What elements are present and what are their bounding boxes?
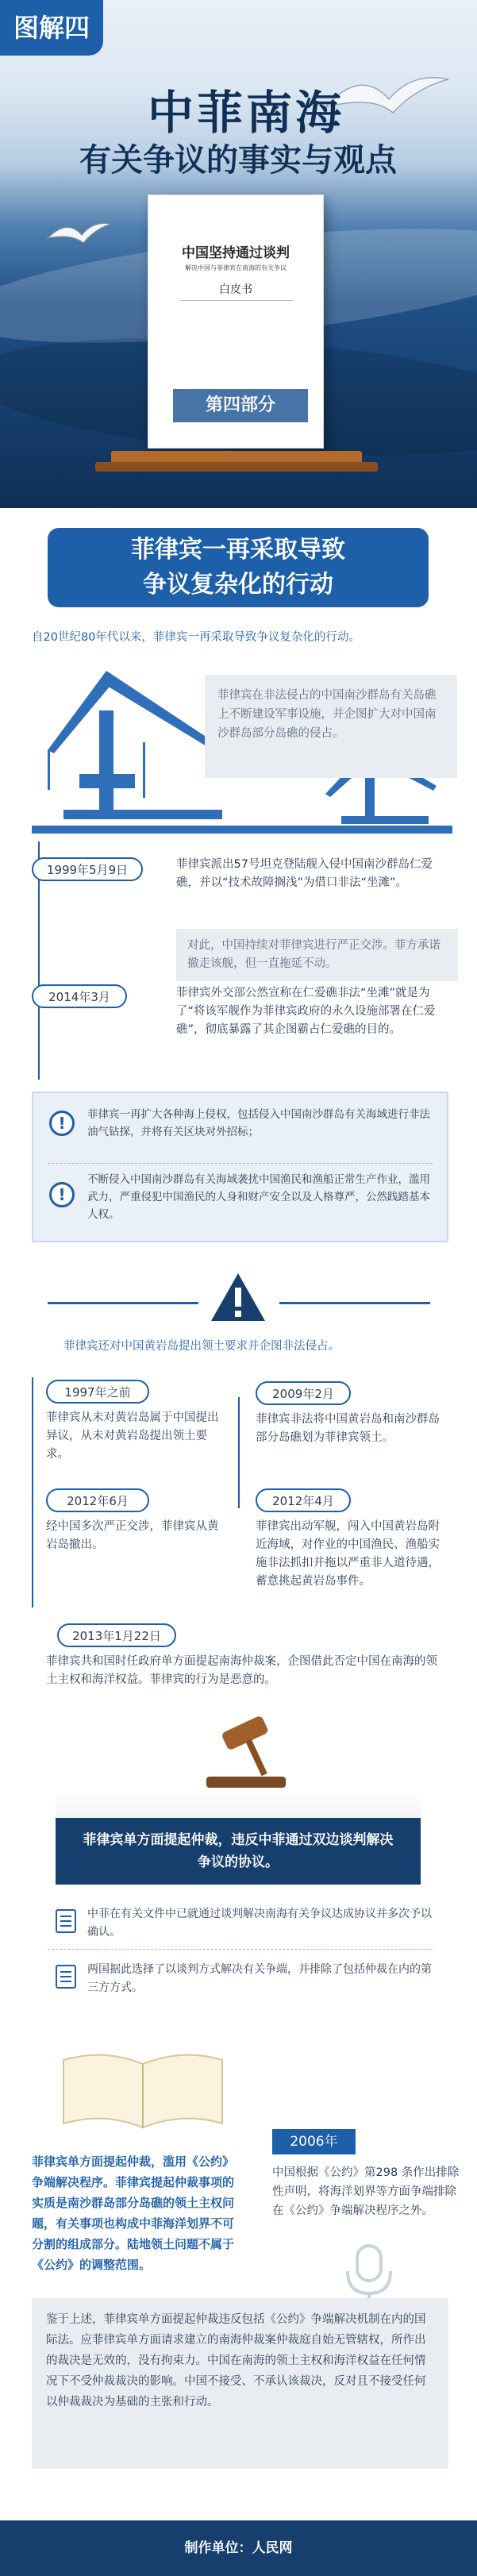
exclamation-icon: ! [49, 1182, 75, 1207]
huangyan-intro: 菲律宾还对中国黄岩岛提出领土要求并企图非法侵占。 [63, 1340, 340, 1353]
timeline-date: 2012年4月 [256, 1488, 351, 1512]
timeline-date: 2013年1月22日 [57, 1623, 176, 1647]
section-heading [48, 528, 429, 607]
timeline-text: 菲律宾派出57号坦克登陆舰入侵中国南沙群岛仁爱礁，并以“技术故障搁浅”为借口非法“坐滩”。 [176, 858, 433, 889]
info-item: 菲律宾一再扩大各种海上侵权，包括侵入中国南沙群岛有关海域进行非法油气钻探，并将有关区块对外招标； [87, 1108, 430, 1138]
timeline-text: 菲律宾共和国时任政府单方面提起南海仲裁案，企图借此否定中国在南海的领土主权和海洋权益。菲律宾的行为是恶意的。 [46, 1655, 437, 1686]
heading-line: 争议复杂化的行动 [143, 571, 333, 599]
info-item: 不断侵入中国南沙群岛有关海域袭扰中国渔民和渔船正常生产作业，滥用武力，严重侵犯中国渔民的人身和财产安全以及人格尊严，公然践踏基本人权。 [87, 1173, 430, 1221]
conclusion-box [32, 2298, 448, 2469]
book-type: 白皮书 [219, 284, 252, 296]
document-icon [56, 1909, 76, 1933]
book-title: 中国坚持通过谈判 [182, 245, 290, 260]
ground-line [32, 826, 452, 834]
timeline-line [32, 1377, 33, 1608]
declaration-text: 中国根据《公约》第298 条作出排除性声明，将海洋划界等方面争端排除在《公约》争端解决程序之外。 [272, 2166, 460, 2217]
timeline-text: 菲律宾从未对黄岩岛属于中国提出异议，从未对黄岩岛提出领土要求。 [46, 1411, 219, 1461]
part-label: 第四部分 [173, 389, 308, 422]
conclusion-text: 鉴于上述，菲律宾单方面提起仲裁违反包括《公约》争端解决机制在内的国际法。应菲律宾单方面请求建立的南海仲裁案仲裁庭自始无管辖权，所作出的裁决是无效的，没有拘束力。中国在南海的领土主权和海洋权益在任何情况下不受仲裁裁决的影响。中国不接受、不承认该裁决，反对且不接受任何以仲裁裁决为基础的主张和行动。 [46, 2313, 426, 2409]
book-stand-base [95, 462, 378, 472]
arbitration-point: 两国据此选择了以谈判方式解决有关争端，并排除了包括仲裁在内的第三方方式。 [87, 1963, 432, 1994]
arbitration-point: 中菲在有关文件中已就通过谈判解决南海有关争议达成协议并多次予以确认。 [87, 1908, 432, 1939]
timeline-date: 2009年2月 [256, 1381, 351, 1405]
document-icon [56, 1965, 76, 1989]
timeline-text: 菲律宾出动军舰，闯入中国黄岩岛附近海域，对作业的中国渔民、渔船实施非法抓扣并拖以严重非人道待遇，蓄意挑起黄岩岛事件。 [256, 1520, 440, 1588]
exclamation-icon: ! [49, 1111, 75, 1136]
arbitration-heading-text: 菲律宾单方面提起仲裁，违反中菲通过双边谈判解决争议的协议。 [83, 1832, 394, 1870]
timeline-date: 2014年3月 [32, 984, 127, 1008]
timeline-note: 对此，中国持续对菲律宾进行严正交涉。菲方承诺撤走该舰，但一直拖延不动。 [176, 929, 458, 981]
heading-line: 菲律宾一再采取导致 [131, 536, 345, 564]
year-badge: 2006年 [272, 2129, 356, 2154]
timeline-date: 1999年5月9日 [32, 857, 143, 881]
timeline-date: 1997年之前 [46, 1380, 149, 1404]
page-subtitle: 有关争议的事实与观点 [79, 142, 397, 178]
timeline-text: 菲律宾外交部公然宣称在仁爱礁非法“坐滩”就是为了“将该军舰作为菲律宾政府的永久设施部署在仁爱礁”，彻底暴露了其企图霸占仁爱礁的目的。 [176, 987, 436, 1036]
gavel-shelf [56, 1790, 421, 1822]
timeline-text: 菲律宾非法将中国黄岩岛和南沙群岛部分岛礁划为菲律宾领土。 [256, 1413, 440, 1444]
microphone-icon [333, 2243, 405, 2306]
book-subtitle: 解决中国与菲律宾在南海的有关争议 [185, 264, 287, 271]
decor-bar [48, 1302, 198, 1304]
crane-note: 菲律宾在非法侵占的中国南沙群岛有关岛礁上不断建设军事设施，并企图扩大对中国南沙群岛部分岛礁的侵占。 [205, 675, 457, 778]
dashed-divider [48, 1163, 433, 1164]
warning-icon [208, 1270, 268, 1326]
timeline-line [238, 1397, 240, 1508]
dashed-divider [48, 1949, 433, 1950]
book-divider [180, 300, 293, 301]
gavel-icon [190, 1715, 302, 1794]
intro-text: 自20世纪80年代以来，菲律宾一再采取导致争议复杂化的行动。 [32, 631, 360, 644]
page-title: 中菲南海 [147, 87, 344, 139]
arbitration-analysis: 菲律宾单方面提起仲裁，滥用《公约》争端解决程序。菲律宾提起仲裁事项的实质是南沙群岛部分岛礁的领土主权问题，有关事项也构成中菲海洋划界不可分割的组成部分。陆地领土问题不属于《公约》的调整范围。 [32, 2154, 235, 2272]
hero-banner [0, 0, 477, 508]
decor-bar [279, 1302, 430, 1304]
seagull-icon [44, 214, 115, 254]
arbitration-heading [56, 1818, 421, 1885]
open-book-icon [56, 2040, 230, 2135]
footer-credit: 制作单位：人民网 [0, 2520, 477, 2576]
timeline-text: 经中国多次严正交涉，菲律宾从黄岩岛撤出。 [46, 1520, 219, 1551]
infringement-box [32, 1092, 448, 1242]
timeline-date: 2012年6月 [46, 1488, 149, 1512]
section-tag: 图解四 [0, 0, 103, 56]
